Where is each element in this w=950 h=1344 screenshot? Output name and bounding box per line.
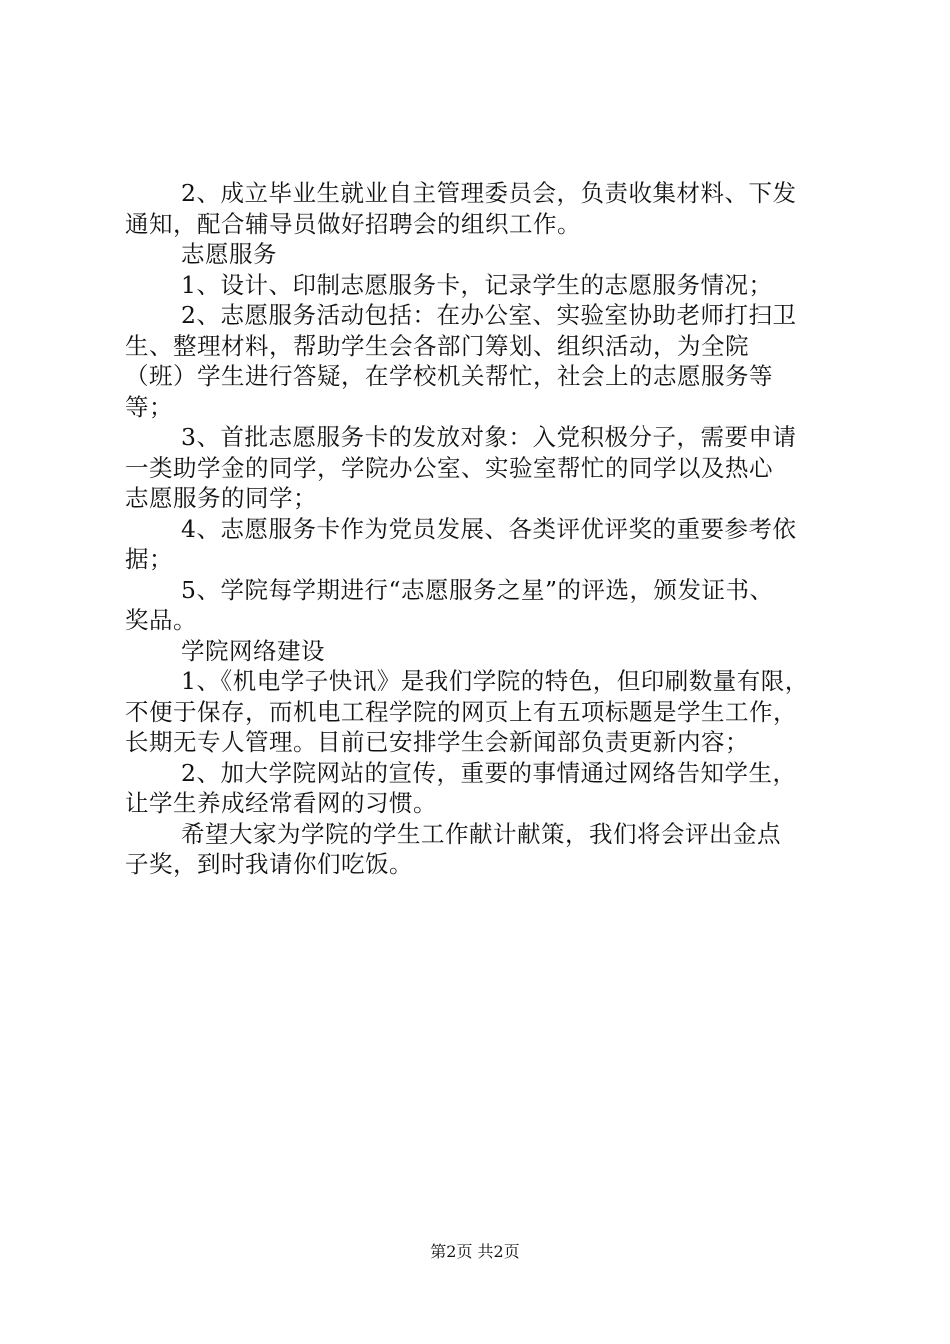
paragraph-line: （班）学生进行答疑，在学校机关帮忙，社会上的志愿服务等 <box>125 362 773 390</box>
paragraph-line: 据； <box>125 545 173 573</box>
paragraph-line: 一类助学金的同学，学院办公室、实验室帮忙的同学以及热心 <box>125 454 773 482</box>
section-heading: 学院网络建设 <box>181 637 325 665</box>
paragraph-line: 3、首批志愿服务卡的发放对象：入党积极分子，需要申请 <box>181 423 797 451</box>
paragraph-line: 让学生养成经常看网的习惯。 <box>125 789 437 817</box>
paragraph-line: 长期无专人管理。目前已安排学生会新闻部负责更新内容； <box>125 728 749 756</box>
paragraph-line: 5、学院每学期进行“志愿服务之星”的评选，颁发证书、 <box>181 576 774 604</box>
paragraph-line: 1、设计、印制志愿服务卡，记录学生的志愿服务情况； <box>181 271 773 299</box>
paragraph-line: 不便于保存，而机电工程学院的网页上有五项标题是学生工作， <box>125 698 797 726</box>
paragraph-line: 等； <box>125 393 173 421</box>
paragraph-line: 2、成立毕业生就业自主管理委员会，负责收集材料、下发 <box>181 179 797 207</box>
paragraph-line: 希望大家为学院的学生工作献计献策，我们将会评出金点 <box>181 820 781 848</box>
paragraph-line: 生、整理材料，帮助学生会各部门筹划、组织活动，为全院 <box>125 332 749 360</box>
paragraph-line: 1、《机电学子快讯》是我们学院的特色，但印刷数量有限， <box>181 667 809 695</box>
paragraph-line: 子奖，到时我请你们吃饭。 <box>125 850 413 878</box>
paragraph-line: 奖品。 <box>125 606 197 634</box>
paragraph-line: 2、加大学院网站的宣传，重要的事情通过网络告知学生， <box>181 759 797 787</box>
page-number-footer: 第2页 共2页 <box>430 1242 520 1261</box>
paragraph-line: 通知，配合辅导员做好招聘会的组织工作。 <box>125 210 581 238</box>
paragraph-line: 2、志愿服务活动包括：在办公室、实验室协助老师打扫卫 <box>181 301 797 329</box>
section-heading: 志愿服务 <box>181 240 277 268</box>
paragraph-line: 志愿服务的同学； <box>125 484 317 512</box>
paragraph-line: 4、志愿服务卡作为党员发展、各类评优评奖的重要参考依 <box>181 515 797 543</box>
